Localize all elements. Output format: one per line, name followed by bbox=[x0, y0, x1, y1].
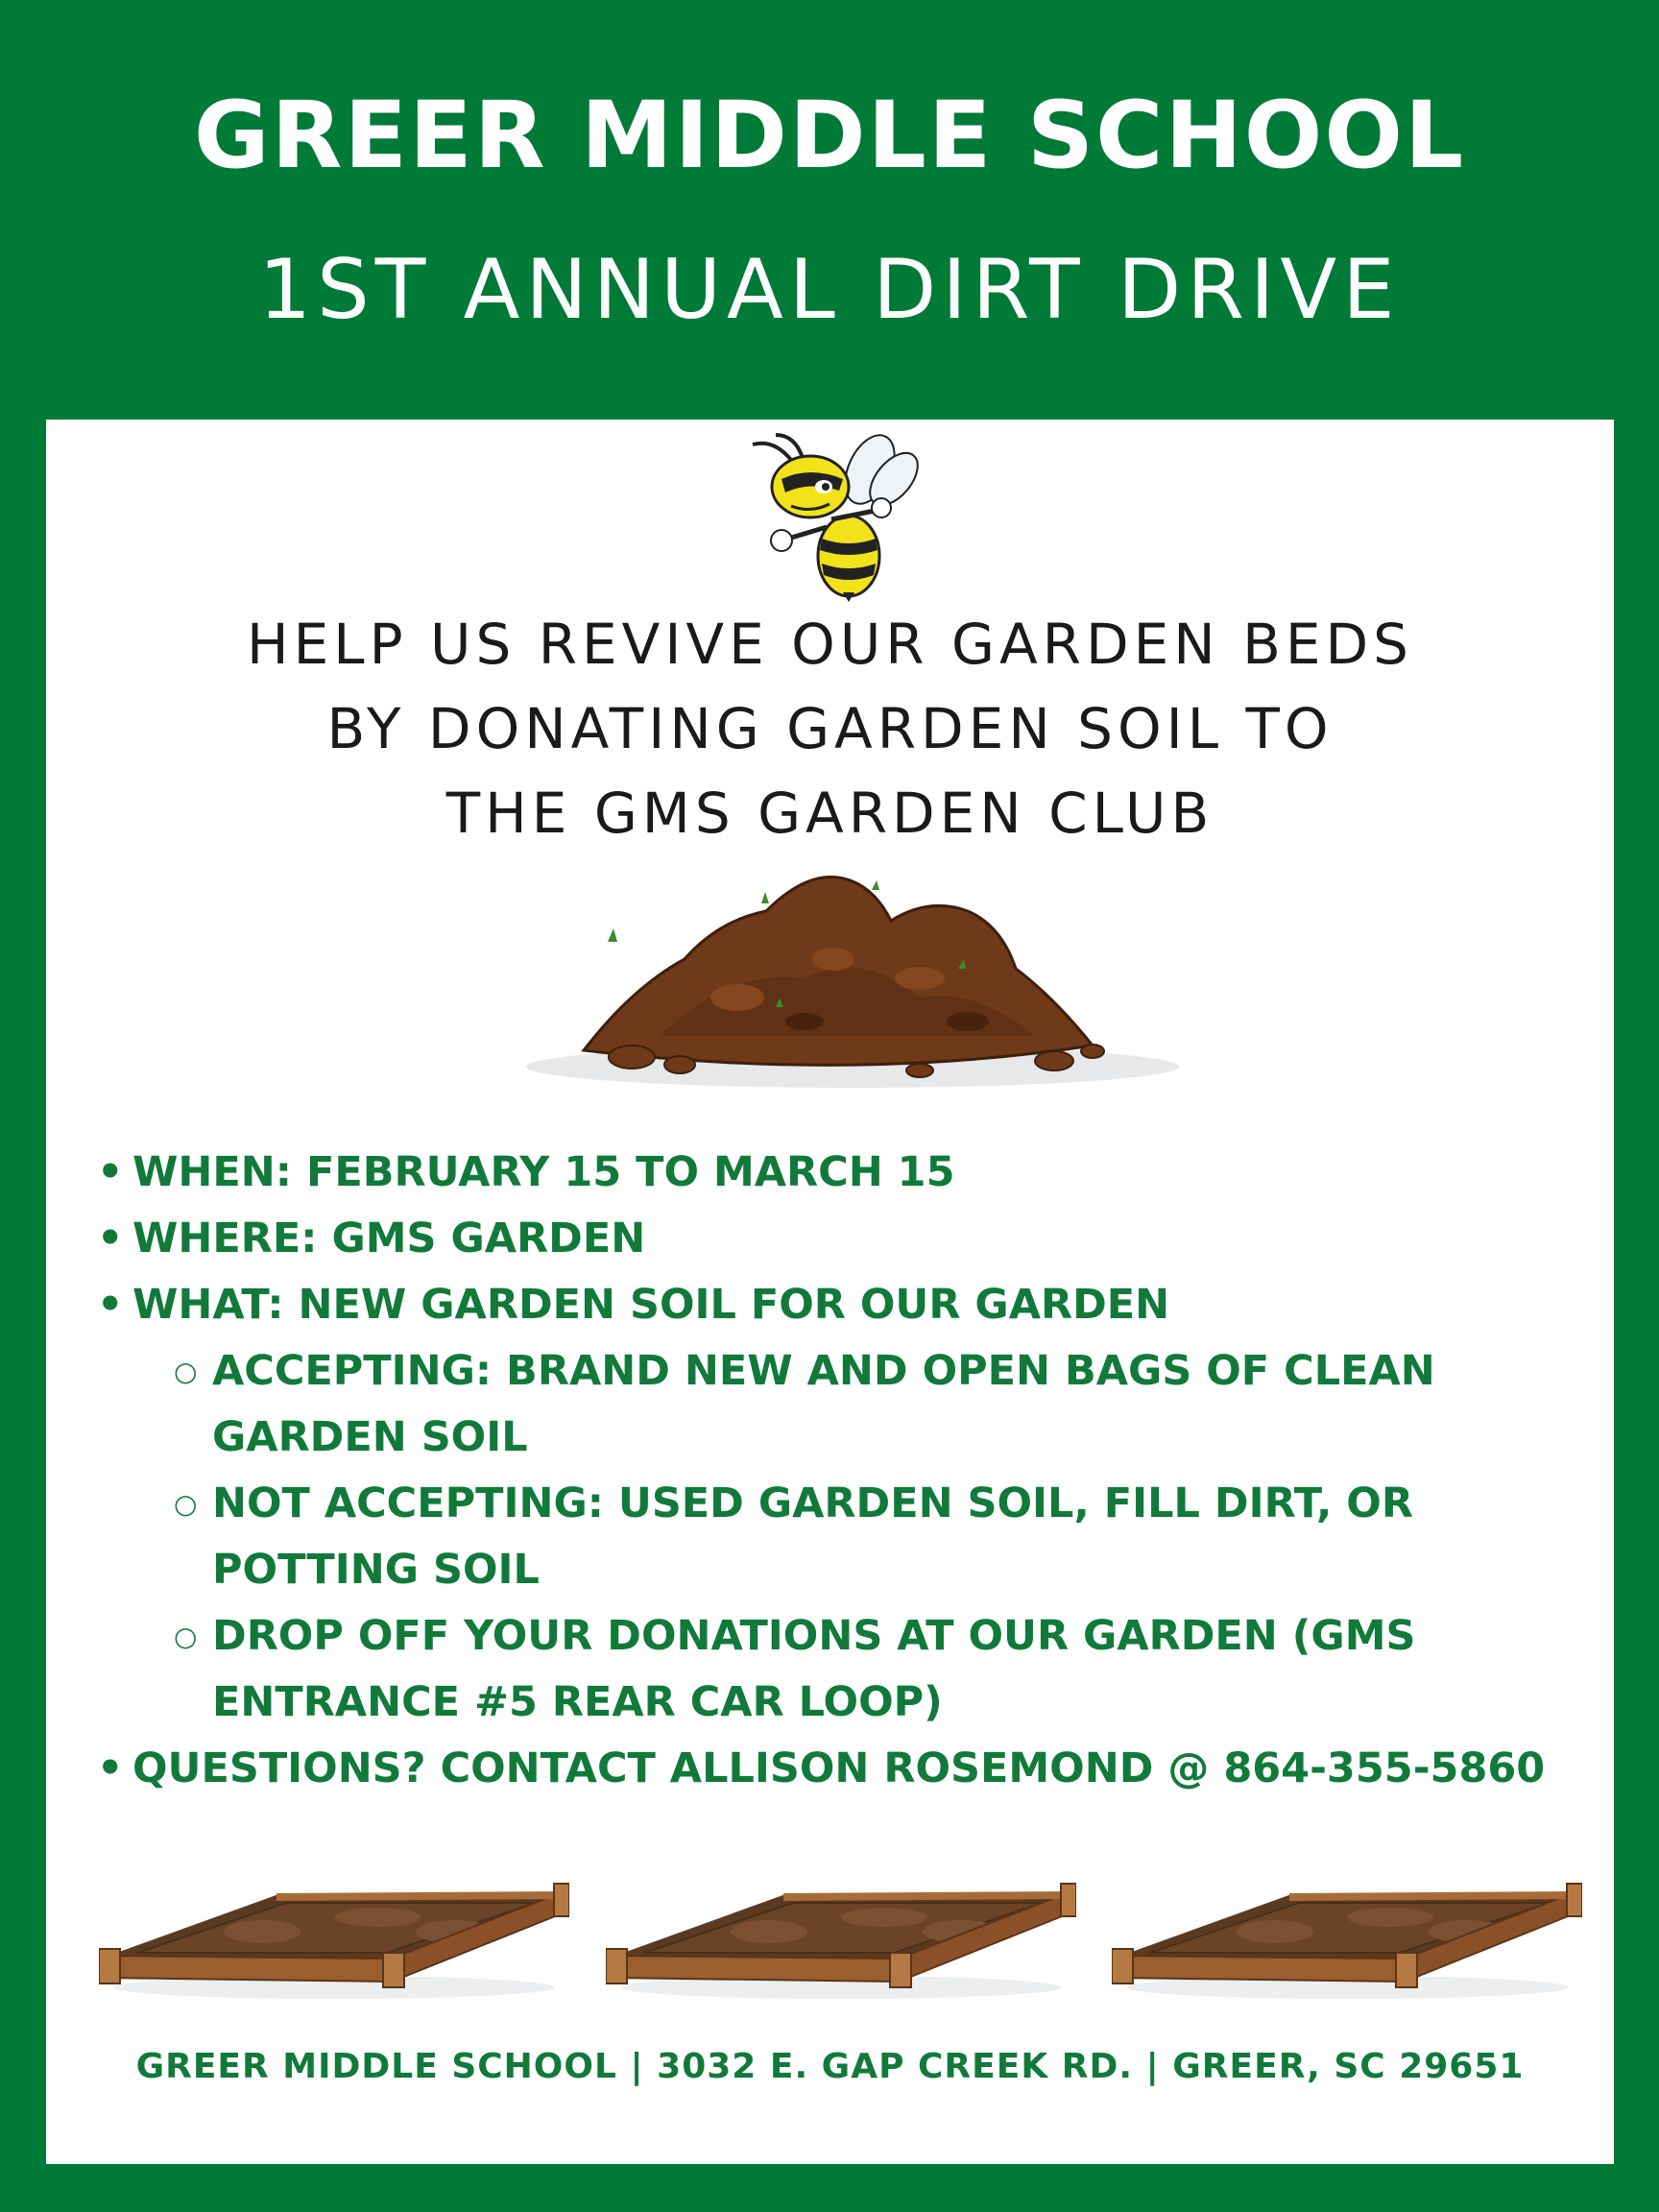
footer-address: GREER MIDDLE SCHOOL | 3032 E. GAP CREEK RD. | GREER, SC 29651 bbox=[135, 2047, 1525, 2086]
headline-line-3: THE GMS GARDEN CLUB bbox=[445, 781, 1214, 846]
list-item-what: • WHAT: NEW GARDEN SOIL FOR OUR GARDEN bbox=[89, 1272, 1587, 1338]
sub-item-dropoff: ○ DROP OFF YOUR DONATIONS AT OUR GARDEN (GMS bbox=[89, 1603, 1587, 1670]
circle-bullet-icon: ○ bbox=[174, 1356, 198, 1387]
sub-item-dropoff-cont: ENTRANCE #5 REAR CAR LOOP) bbox=[212, 1678, 943, 1726]
yellow-jacket-mascot-image bbox=[735, 431, 947, 602]
donation-headline bbox=[46, 602, 1614, 855]
details-list bbox=[89, 1140, 1587, 1802]
list-item-where: • WHERE: GMS GARDEN bbox=[89, 1206, 1587, 1272]
flyer-subtitle: 1ST ANNUAL DIRT DRIVE bbox=[258, 242, 1401, 338]
garden-beds-row bbox=[99, 1864, 1597, 2008]
raised-garden-bed-image bbox=[606, 1864, 1076, 2008]
raised-garden-bed-image bbox=[1112, 1864, 1582, 2008]
content-panel bbox=[46, 420, 1614, 2164]
list-item-when: • WHEN: FEBRUARY 15 TO MARCH 15 bbox=[89, 1140, 1587, 1206]
headline-line-1: HELP US REVIVE OUR GARDEN BEDS bbox=[247, 612, 1413, 677]
raised-garden-bed-image bbox=[99, 1864, 569, 2008]
circle-bullet-icon: ○ bbox=[174, 1488, 198, 1520]
sub-item-not-accepting-cont: POTTING SOIL bbox=[212, 1546, 540, 1594]
sub-item-not-accepting: ○ NOT ACCEPTING: USED GARDEN SOIL, FILL DIRT, OR bbox=[89, 1471, 1587, 1537]
sub-item-accepting: ○ ACCEPTING: BRAND NEW AND OPEN BAGS OF CLEAN bbox=[89, 1338, 1587, 1405]
bullet-icon: • bbox=[97, 1148, 124, 1196]
dirt-pile-image bbox=[517, 854, 1189, 1094]
headline-line-2: BY DONATING GARDEN SOIL TO bbox=[326, 696, 1334, 761]
list-item-questions: • QUESTIONS? CONTACT ALLISON ROSEMOND @ 864-355-5860 bbox=[89, 1736, 1587, 1802]
flyer-title: GREER MIDDLE SCHOOL bbox=[193, 82, 1466, 189]
bullet-icon: • bbox=[97, 1281, 124, 1329]
bullet-icon: • bbox=[97, 1214, 124, 1262]
bullet-icon: • bbox=[97, 1744, 124, 1792]
circle-bullet-icon: ○ bbox=[174, 1621, 198, 1652]
sub-item-accepting-cont: GARDEN SOIL bbox=[212, 1413, 528, 1461]
